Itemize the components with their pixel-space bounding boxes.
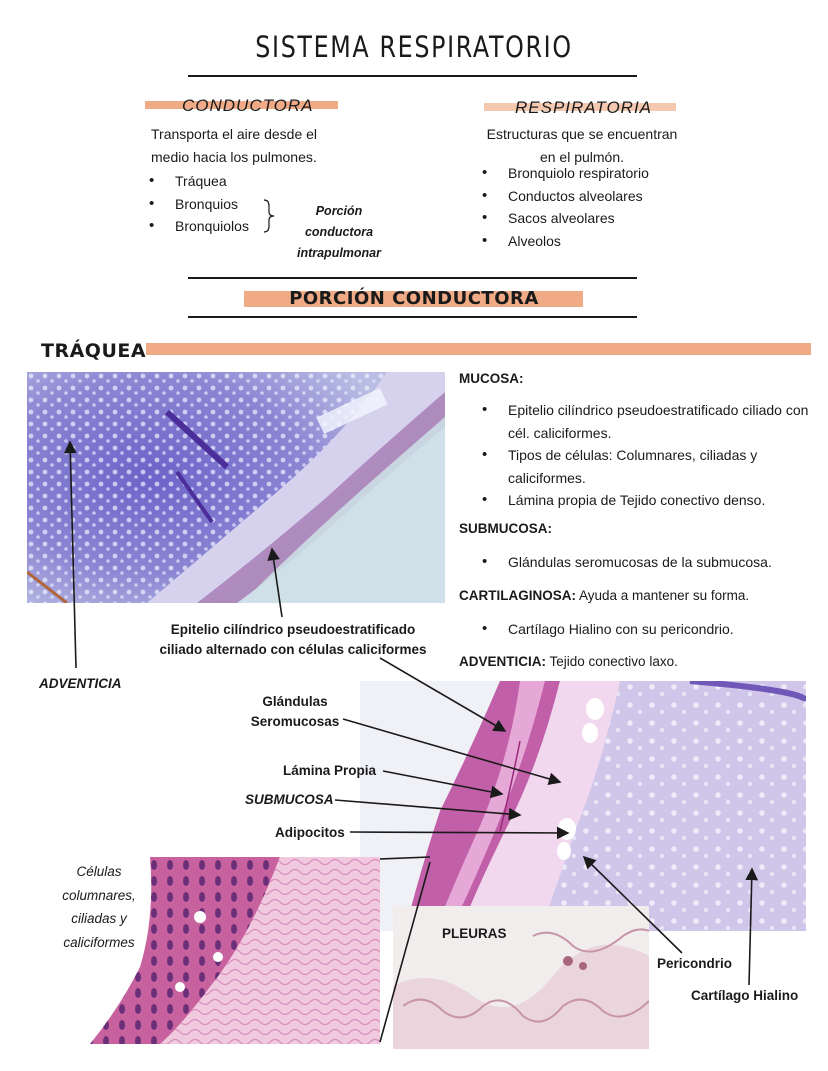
mucosa-heading: MUCOSA:: [459, 371, 524, 386]
glandulas-arrow: [343, 719, 560, 782]
submucosa-heading: SUBMUCOSA:: [459, 521, 552, 536]
list-item: • Lámina propia de Tejido conectivo denso.: [482, 489, 812, 512]
adipocitos-label: Adipocitos: [275, 825, 345, 840]
bracket-note: Porción conductora intrapulmonar: [296, 204, 382, 260]
submucosa-arrow: [335, 800, 520, 815]
respiratoria-desc: Estructuras que se encuentran en el pulmón.: [486, 126, 678, 165]
zoom-line-top: [380, 857, 430, 859]
list-item: • Epitelio cilíndrico pseudoestratificado ciliado con cél. caliciformes.: [482, 399, 812, 444]
adventicia-line: ADVENTICIA: Tejido conectivo laxo.: [459, 654, 678, 669]
respiratoria-heading: RESPIRATORIA: [515, 98, 653, 117]
list-item: • Conductos alveolares: [482, 185, 649, 208]
epitelio-arrow-2: [380, 658, 505, 731]
pleuras-label: PLEURAS: [442, 926, 507, 941]
epitelio-arrow: [272, 549, 282, 617]
conductora-desc: Transporta el aire desde el medio hacia los pulmones.: [151, 126, 318, 165]
pericondrio-arrow: [584, 857, 682, 953]
cartilaginosa-line: CARTILAGINOSA: Ayuda a mantener su forma.: [459, 588, 750, 603]
pericondrio-label: Pericondrio: [657, 956, 733, 971]
lamina-propia-arrow: [383, 771, 502, 794]
list-item: • Cartílago Hialino con su pericondrio.: [482, 618, 812, 641]
epitelio-label: Epitelio cilíndrico pseudoestratificado ciliado alternado con células caliciformes: [159, 622, 427, 657]
cartilago-arrow: [749, 869, 752, 985]
list-item: • Tipos de células: Columnares, ciliadas y caliciformes.: [482, 444, 812, 489]
traquea-heading: TRÁQUEA: [41, 340, 147, 362]
celulas-label: Células columnares, ciliadas y caliciformes: [62, 864, 136, 950]
conductora-heading: CONDUCTORA: [182, 96, 314, 115]
adventicia-arrow: [70, 442, 76, 668]
page-title: SISTEMA RESPIRATORIO: [255, 30, 573, 64]
submucosa-label: SUBMUCOSA: [245, 792, 334, 807]
adipocitos-arrow: [350, 832, 568, 833]
porcion-title: PORCIÓN CONDUCTORA: [289, 288, 539, 309]
lamina-propia-label: Lámina Propia: [283, 763, 377, 778]
glandulas-label: Glándulas Seromucosas: [250, 694, 340, 729]
adventicia-label: ADVENTICIA: [39, 676, 122, 691]
list-item: • Sacos alveolares: [482, 207, 649, 230]
cartilago-label: Cartílago Hialino: [691, 988, 799, 1003]
list-item: • Alveolos: [482, 230, 649, 253]
list-item: • Bronquiolo respiratorio: [482, 162, 649, 185]
list-item: • Bronquios: [149, 193, 249, 216]
zoom-line-bottom: [380, 862, 430, 1042]
list-item: • Bronquiolos: [149, 215, 249, 238]
list-item: • Tráquea: [149, 170, 249, 193]
list-item: • Glándulas seromucosas de la submucosa.: [482, 551, 812, 574]
